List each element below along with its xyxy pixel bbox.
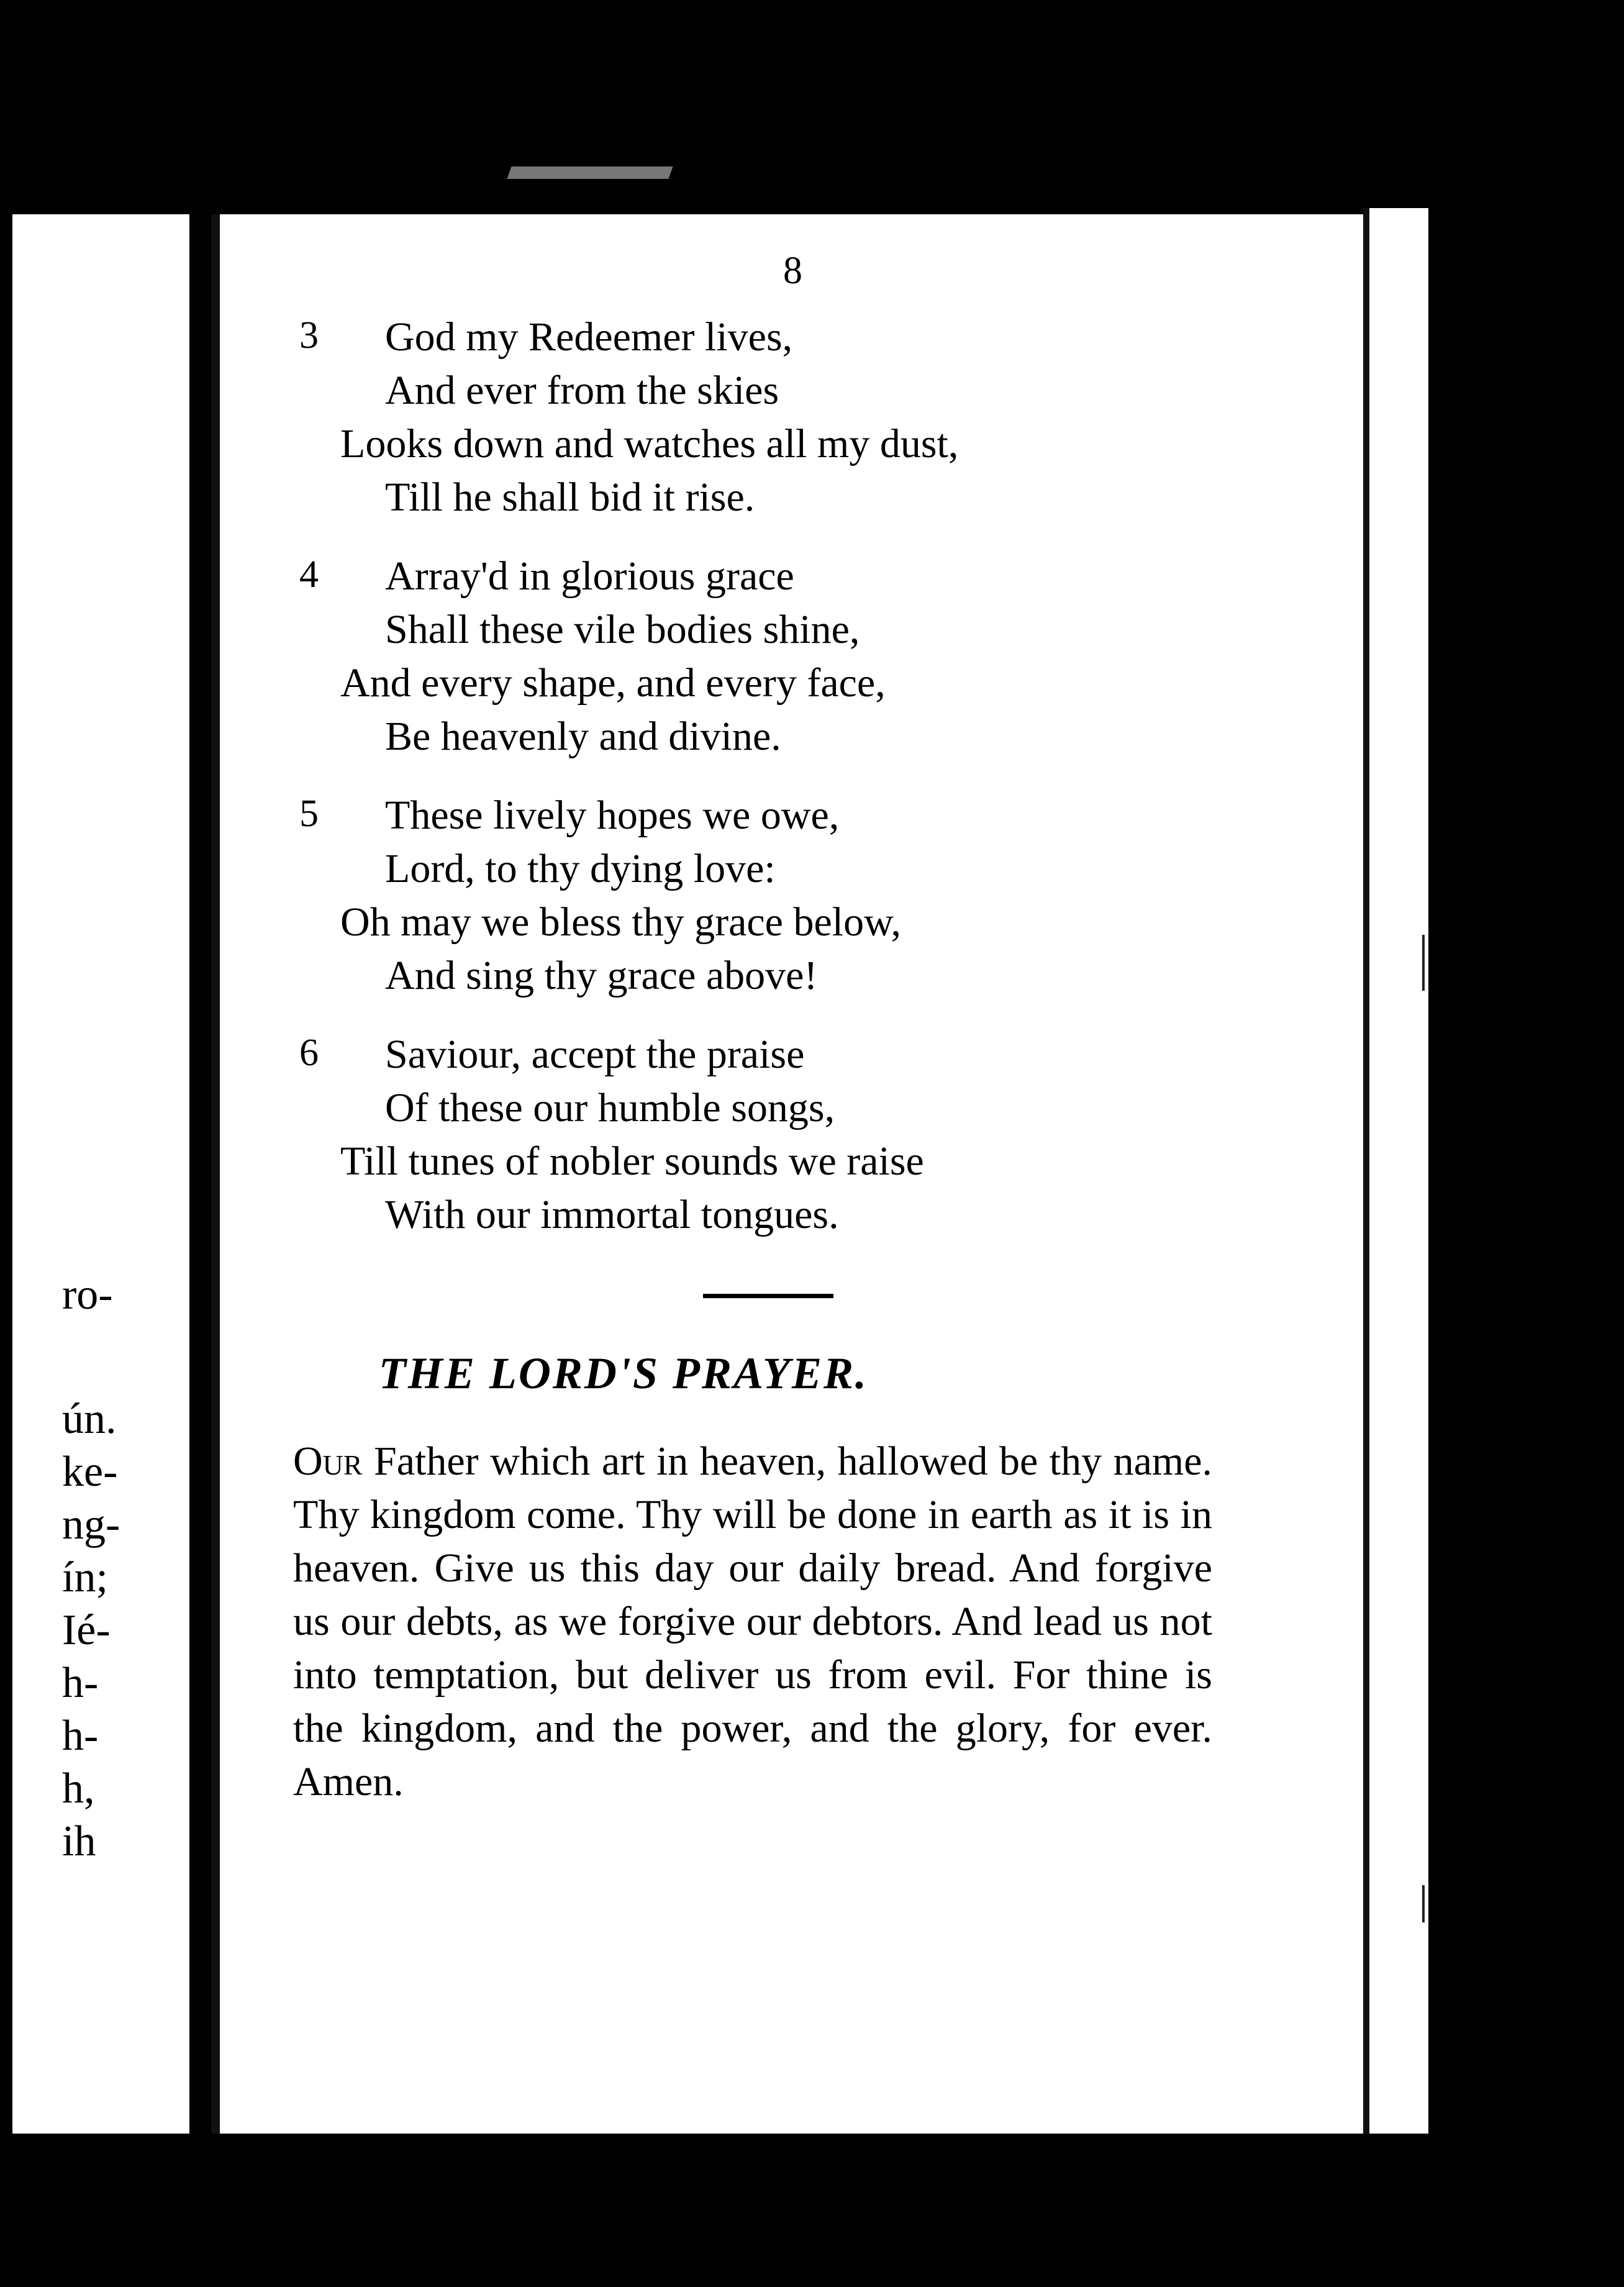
verse-line: Of these our humble songs, bbox=[385, 1085, 835, 1130]
verse-line: And sing thy grace above! bbox=[385, 953, 818, 998]
left-fragment: ín; bbox=[62, 1553, 108, 1601]
left-fragment: ke- bbox=[62, 1448, 118, 1496]
page-number: 8 bbox=[783, 250, 802, 292]
left-fragment: ún. bbox=[62, 1395, 117, 1443]
verse-line: Oh may we bless thy grace below, bbox=[340, 899, 901, 945]
stanza-number: 4 bbox=[299, 553, 319, 596]
prayer-first-word: Our bbox=[293, 1439, 363, 1484]
left-fragment: ro- bbox=[62, 1271, 113, 1319]
edge-mark bbox=[1422, 1885, 1425, 1922]
stanza-number: 5 bbox=[299, 793, 319, 835]
edge-mark bbox=[1422, 935, 1425, 991]
left-fragment: h, bbox=[62, 1765, 95, 1812]
left-fragment: Ié- bbox=[62, 1606, 111, 1654]
left-fragment: ng- bbox=[62, 1501, 120, 1548]
verse-line: Saviour, accept the praise bbox=[385, 1032, 805, 1077]
verse-line: These lively hopes we owe, bbox=[385, 793, 840, 838]
left-fragment: ih bbox=[62, 1817, 96, 1865]
verse-line: With our immortal tongues. bbox=[385, 1192, 839, 1237]
left-fragment: h- bbox=[62, 1712, 99, 1760]
book-page bbox=[211, 214, 1366, 2134]
prayer-title: THE LORD'S PRAYER. bbox=[378, 1348, 869, 1398]
verse-line: Till he shall bid it rise. bbox=[385, 475, 755, 520]
prayer-body-text: Father which art in heaven, hallowed be thy name. Thy kingdom come. Thy will be done in earth as it is in heaven. Give us this day our daily bread. And forgive us our debts, as we forgive our debtors. And lead us not into temptation, but deliver us from evil. For thine is the kingdom, and the power, and the glory, for ever. Amen. bbox=[293, 1439, 1212, 1804]
top-smudge bbox=[507, 166, 673, 179]
prayer-text bbox=[293, 1435, 1212, 1809]
verse-line: Array'd in glorious grace bbox=[385, 553, 794, 599]
verse-line: And ever from the skies bbox=[385, 368, 779, 413]
verse-line: Shall these vile bodies shine, bbox=[385, 607, 860, 652]
verse-line: Looks down and watches all my dust, bbox=[340, 421, 959, 466]
left-facing-page bbox=[12, 214, 189, 2134]
section-divider bbox=[703, 1294, 833, 1298]
left-fragment: h- bbox=[62, 1659, 99, 1707]
verse-line: Be heavenly and divine. bbox=[385, 714, 781, 759]
verse-line: God my Redeemer lives, bbox=[385, 314, 793, 360]
stanza-number: 3 bbox=[299, 314, 319, 357]
stanza-number: 6 bbox=[299, 1032, 319, 1074]
page-edge bbox=[1363, 208, 1428, 2134]
verse-line: Till tunes of nobler sounds we raise bbox=[340, 1139, 924, 1184]
verse-line: And every shape, and every face, bbox=[340, 660, 886, 706]
verse-line: Lord, to thy dying love: bbox=[385, 846, 776, 891]
